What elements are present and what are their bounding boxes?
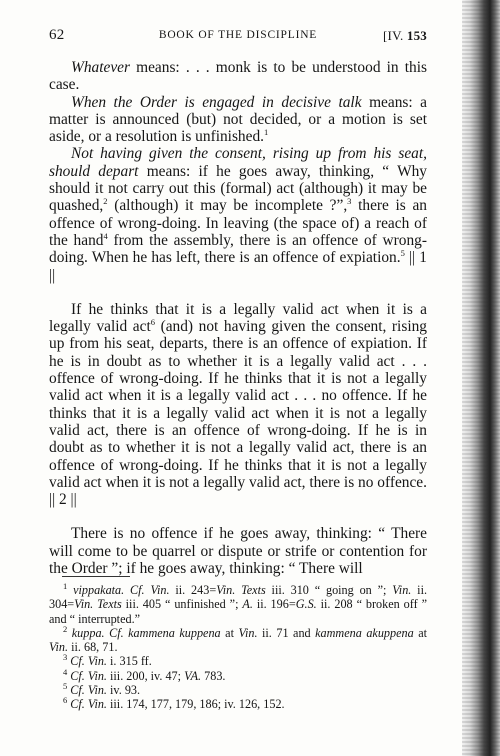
paragraph-no-offence <box>49 525 427 577</box>
body-text <box>49 59 427 577</box>
footnote-2 <box>49 623 428 655</box>
footnote-number: 5 <box>63 681 68 692</box>
footnote-ref[interactable]: 5 <box>400 248 405 259</box>
section-reference <box>383 28 427 44</box>
footnote-divider <box>62 576 130 577</box>
definition-text: from the assembly, there is an offence of wrong-doing. When he has left, there is an offence of expiation. <box>49 231 427 267</box>
footnote-number: 6 <box>63 695 68 706</box>
footnote-text: 783. <box>201 668 226 683</box>
footnote-italic: kammena akuppena <box>315 625 414 640</box>
footnote-text: iii. 174, 177, 179, 186; iv. 126, 152. <box>106 697 285 712</box>
footnote-5 <box>49 683 427 697</box>
footnote-text: ii. 304= <box>49 583 428 612</box>
footnote-italic: Cf. Vin. <box>130 583 170 597</box>
footnote-italic: VA. <box>184 668 202 683</box>
footnote-text: ii. 208 “ broken off ” and “ interrupted.” <box>49 597 427 626</box>
defined-term: Not having given the consent, rising up from his seat, should depart <box>49 145 427 180</box>
footnote-text: iii. 200, iv. 47; <box>106 668 185 683</box>
footnote-6 <box>49 697 427 711</box>
footnote-ref[interactable]: 3 <box>347 196 352 207</box>
footnote-text: at <box>413 625 428 640</box>
footnote-italic: Vin. Texts <box>74 597 122 612</box>
running-head <box>49 27 427 47</box>
footnote-number: 4 <box>63 666 68 677</box>
footnote-italic: Cf. Vin. <box>70 668 107 683</box>
paragraph-whatever <box>49 59 427 94</box>
footnote-italic: Vin. <box>392 583 412 597</box>
section-ref-prefix: [IV. <box>383 28 407 43</box>
footnote-ref[interactable]: 1 <box>264 127 269 138</box>
footnote-ref[interactable]: 6 <box>150 317 155 328</box>
definition-text: (although) it may be incomplete ?”, <box>107 197 348 215</box>
footnote-ref[interactable]: 4 <box>103 230 108 241</box>
definition-text: there is an offence of wrong-doing. In leaving (the space of) a reach of the hand <box>49 197 427 249</box>
footnote-text: iii. 405 “ unfinished ”; <box>121 597 243 612</box>
body-text-segment: If he thinks that it is a legally valid act when it is a legally valid act <box>49 300 427 336</box>
footnote-ref[interactable]: 2 <box>103 196 108 207</box>
paragraph-decisive-talk <box>49 94 427 146</box>
footnote-italic: G.S. <box>295 597 317 612</box>
footnote-italic: Cf. Vin. <box>70 654 107 669</box>
footnote-number: 2 <box>63 623 68 634</box>
footnote-italic: Cf. kammena kuppena <box>109 625 221 640</box>
body-text-segment: There is no offence if he goes away, thinking: “ There will come to be quarrel or dispute or strife or contention for the Order ”; if he goes away, thinking: “ There will <box>49 525 427 578</box>
page-number: 62 <box>49 27 65 43</box>
section-marker: || 1 || <box>49 249 427 284</box>
footnote-1 <box>49 580 428 626</box>
footnote-3 <box>49 654 427 668</box>
paragraph-legally-valid-act <box>49 301 427 509</box>
footnote-text: i. 315 ff. <box>106 654 152 669</box>
footnote-text: ii. 196= <box>252 597 296 612</box>
footnote-4 <box>49 666 427 683</box>
defined-term: When the Order is engaged in decisive talk <box>71 93 362 111</box>
book-title: BOOK OF THE DISCIPLINE <box>158 29 318 41</box>
footnote-text: ii. 68, 71. <box>68 640 118 655</box>
footnote-text: iii. 310 “ going on ”; <box>265 583 393 597</box>
footnotes <box>49 580 428 712</box>
definition-text: means: if he goes away, thinking, “ Why should it not carry out this (formal) act (although) it may be quashed, <box>49 162 427 215</box>
footnote-number: 1 <box>63 580 68 591</box>
section-marker: || 2 || <box>49 491 77 509</box>
footnote-italic: Cf. Vin. <box>70 683 107 698</box>
footnote-italic: Vin. <box>238 625 258 640</box>
footnote-italic: Vin. Texts <box>216 583 266 597</box>
scanned-binding-edge <box>462 0 500 756</box>
footnote-italic: Vin. <box>49 640 69 655</box>
section-ref-number: 153 <box>406 28 427 43</box>
footnote-text: iv. 93. <box>106 683 141 698</box>
footnote-text: ii. 71 and <box>257 625 316 640</box>
footnote-text: ii. 243= <box>169 583 217 597</box>
footnote-italic: kuppa. <box>71 625 105 640</box>
definition-text: means: a matter is announced (but) not decided, or a motion is set aside, or a resolution is unfinished. <box>49 93 428 146</box>
footnote-italic: A. <box>242 597 253 612</box>
defined-term: Whatever <box>71 59 130 76</box>
footnote-number: 3 <box>63 652 68 663</box>
footnote-italic: vippakata. <box>73 583 125 597</box>
footnote-text: at <box>220 625 239 640</box>
paragraph-not-having-given-consent <box>49 145 427 283</box>
definition-text: means: . . . monk is to be understood in this case. <box>49 59 427 94</box>
body-text-segment: (and) not having given the consent, rising up from his seat, departs, there is an offence of expiation. If he is in doubt as to whether it is a legally valid act . . . offence of wrong-doing. If he thinks that it is not a legally valid act when it is a legally valid act . . . no offence. If he thinks that it is a legally valid act when it is not a legally valid act, there is an offence of wrong-doing. If he is in doubt as to whether it is not a legally valid act, there is an offence of wrong-doing. If he thinks that it is not a legally valid act when it is not a legally valid act, there is no offence. <box>49 318 427 491</box>
footnote-italic: Cf. Vin. <box>70 697 107 712</box>
